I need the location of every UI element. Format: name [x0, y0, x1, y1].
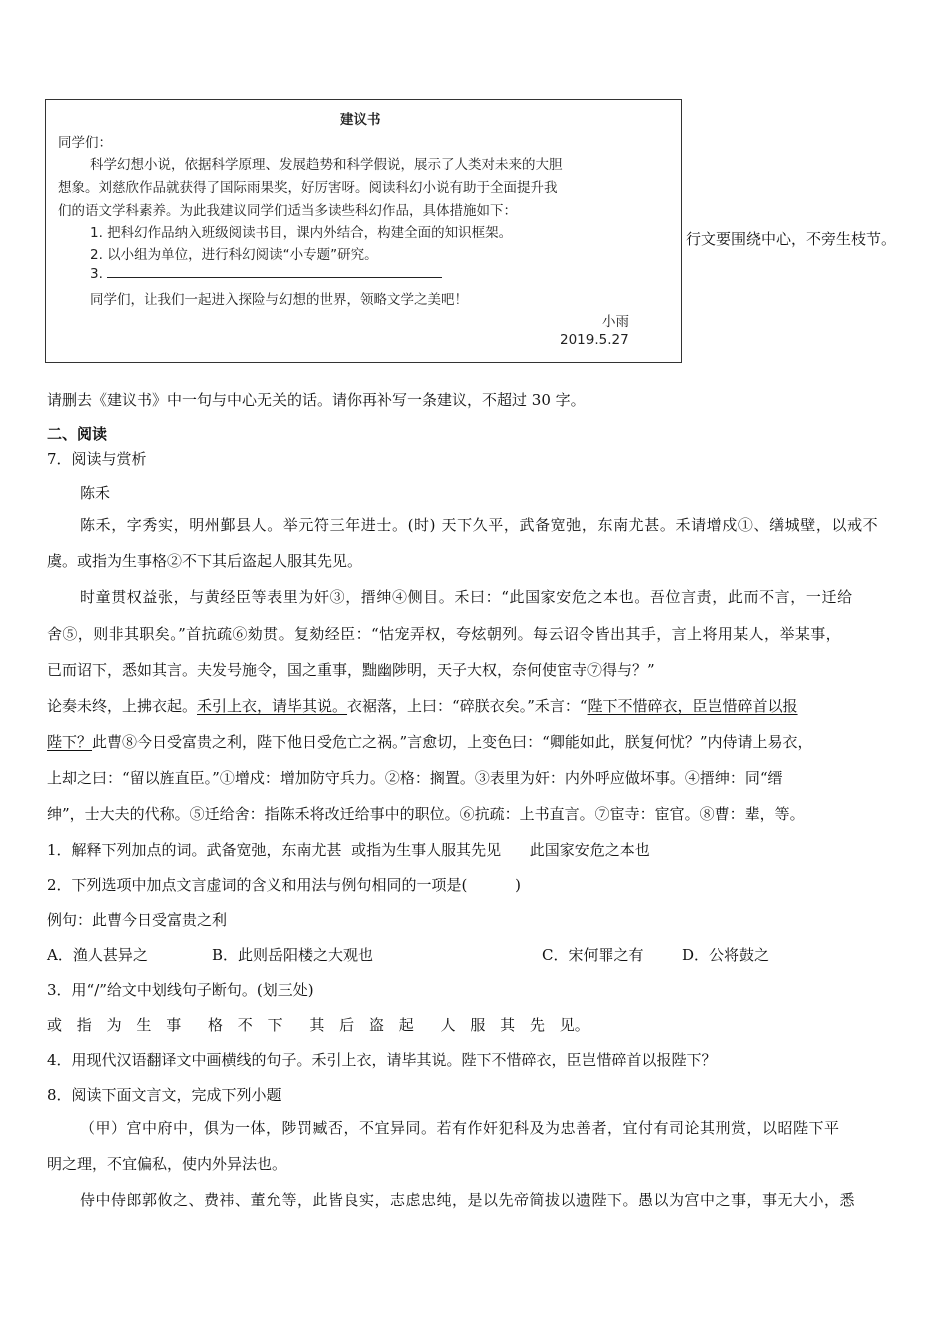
q7-text: 论奏未终，上拂衣起。: [47, 697, 198, 715]
char: 事: [166, 1016, 182, 1034]
q7-text: 此曹⑧今日受富贵之利，陛下他日受危亡之祸。”言愈切，上变色曰：“卿能如此，朕复何忧？”内侍请上易衣，: [92, 733, 813, 751]
q8-para-line: （甲）宫中府中，俱为一体，陟罚臧否，不宜异同。若有作奸犯科及为忠善者，宜付有司论其刑赏，以昭陛下平: [80, 1119, 840, 1137]
char: 先: [529, 1016, 545, 1034]
char: 不: [237, 1016, 253, 1034]
proposal-signature: 小雨: [602, 314, 629, 330]
q7-example: 例句：此曹今日受富贵之利: [47, 911, 228, 929]
q7-para-line: [47, 695, 798, 716]
char: 人: [440, 1016, 456, 1034]
proposal-box: [45, 99, 682, 363]
q8-heading: 8．阅读下面文言文，完成下列小题: [47, 1086, 282, 1104]
q8-para-line: 明之理，不宜偏私，使内外异法也。: [47, 1155, 288, 1173]
q7-underlined-sentence: 禾引上衣，请毕其说。: [197, 697, 348, 715]
q7-sub-1: 1．解释下列加点的词。武备宽弛，东南尤甚 或指为生事人服其先见 此国家安危之本也: [47, 841, 650, 859]
q7-para-line: 舍⑤，则非其职矣。”首抗疏⑥劾贯。复劾经臣：“怙宠弄权，夸炫朝列。每云诏令皆出其手，言上将用某人，举某事，: [47, 625, 842, 643]
proposal-title: 建议书: [340, 112, 381, 128]
q7-para-line: 时童贯权益张，与黄经臣等表里为奸③，搢绅④侧目。禾曰：“此国家安危之本也。吾位言责，此而不言，一迁给: [80, 588, 853, 606]
q7-underlined-sentence: 陛下不惜碎衣，臣岂惜碎首以报: [587, 697, 798, 715]
char: 见。: [559, 1016, 590, 1034]
option-b: B．此则岳阳楼之大观也: [212, 946, 374, 964]
char: 起: [398, 1016, 414, 1034]
q7-text-title: 陈禾: [80, 484, 111, 502]
q7-heading: 7．阅读与赏析: [47, 450, 147, 468]
q7-para-line: [47, 731, 813, 752]
char: 盗: [368, 1016, 384, 1034]
q7-para-line: 虞。或指为生事格②不下其后盗起人服其先见。: [47, 552, 363, 570]
char: 或: [47, 1016, 63, 1034]
proposal-para-line: 科学幻想小说，依据科学原理、发展趋势和科学假说，展示了人类对未来的大胆: [90, 157, 563, 173]
q7-para-line: 已而诏下，悉如其言。夫发号施令，国之重事，黜幽陟明，天子大权，奈何使宦寺⑦得与？”: [47, 661, 655, 679]
proposal-item-1: 1. 把科幻作品纳入班级阅读书目，课内外结合，构建全面的知识框架。: [90, 225, 513, 241]
char: 指: [76, 1016, 92, 1034]
q7-text: 衣裾落，上曰：“碎朕衣矣。”禾言：“: [347, 697, 588, 715]
proposal-closing: 同学们，让我们一起进入探险与幻想的世界，领略文学之美吧！: [90, 292, 468, 308]
char: 格: [207, 1016, 223, 1034]
char: 下: [267, 1016, 283, 1034]
q7-para-line: 上却之曰：“留以旌直臣。”①增戍：增加防守兵力。②格：搁置。③表里为奸：内外呼应做坏事。④搢绅：同“缙: [47, 769, 783, 787]
task-line: 请删去《建议书》中一句与中心无关的话。请你再补写一条建议，不超过 30 字。: [47, 391, 586, 409]
q7-sub-4: 4．用现代汉语翻译文中画横线的句子。禾引上衣，请毕其说。陛下不惜碎衣，臣岂惜碎首以报陛下？: [47, 1051, 717, 1069]
proposal-item-2: 2. 以小组为单位，进行科幻阅读“小专题”研究。: [90, 247, 378, 263]
q7-para-line: 陈禾，字秀实，明州鄞县人。举元符三年进士。(时) 天下久平，武备宽弛，东南尤甚。禾请增戍①、缮城壁，以戒不: [80, 516, 879, 534]
proposal-item-3-label: 3.: [90, 266, 103, 282]
option-d: D．公将鼓之: [682, 946, 770, 964]
proposal-para-line: 想象。刘慈欣作品就获得了国际雨果奖，好厉害呀。阅读科幻小说有助于全面提升我: [58, 180, 558, 196]
q7-para-line: 绅”，士大夫的代称。⑤迁给舍：指陈禾将改迁给事中的职位。⑥抗疏：上书直言。⑦宦寺：宦官。⑧曹：辈，等。: [47, 805, 805, 823]
char: 其: [500, 1016, 516, 1034]
char: 服: [470, 1016, 486, 1034]
q7-sub-3: 3．用“/”给文中划线句子断句。(划三处): [47, 981, 314, 999]
option-c: C．宋何罪之有: [542, 946, 644, 964]
proposal-date: 2019.5.27: [560, 332, 629, 348]
proposal-item-3-blank: [107, 265, 442, 278]
proposal-para-line: 们的语文学科素养。为此我建议同学们适当多读些科幻作品，具体措施如下：: [58, 203, 517, 219]
q7-sub-2: 2．下列选项中加点文言虚词的含义和用法与例句相同的一项是( ): [47, 876, 521, 894]
side-note: 行文要围绕中心，不旁生枝节。: [686, 230, 897, 248]
q7-sub-3-chars: [47, 1014, 590, 1035]
proposal-greeting: 同学们：: [58, 135, 112, 151]
option-a: A．渔人甚异之: [47, 946, 148, 964]
q7-underlined-sentence: 陛下？: [47, 733, 93, 751]
char: 为: [106, 1016, 122, 1034]
char: 生: [136, 1016, 152, 1034]
char: 后: [339, 1016, 355, 1034]
section-heading: 二、阅读: [47, 425, 108, 443]
q8-para-line: 侍中侍郎郭攸之、费祎、董允等，此皆良实，志虑忠纯，是以先帝简拔以遗陛下。愚以为宫中之事，事无大小，悉: [80, 1191, 856, 1209]
char: 其: [309, 1016, 325, 1034]
proposal-item-3: [90, 265, 442, 282]
